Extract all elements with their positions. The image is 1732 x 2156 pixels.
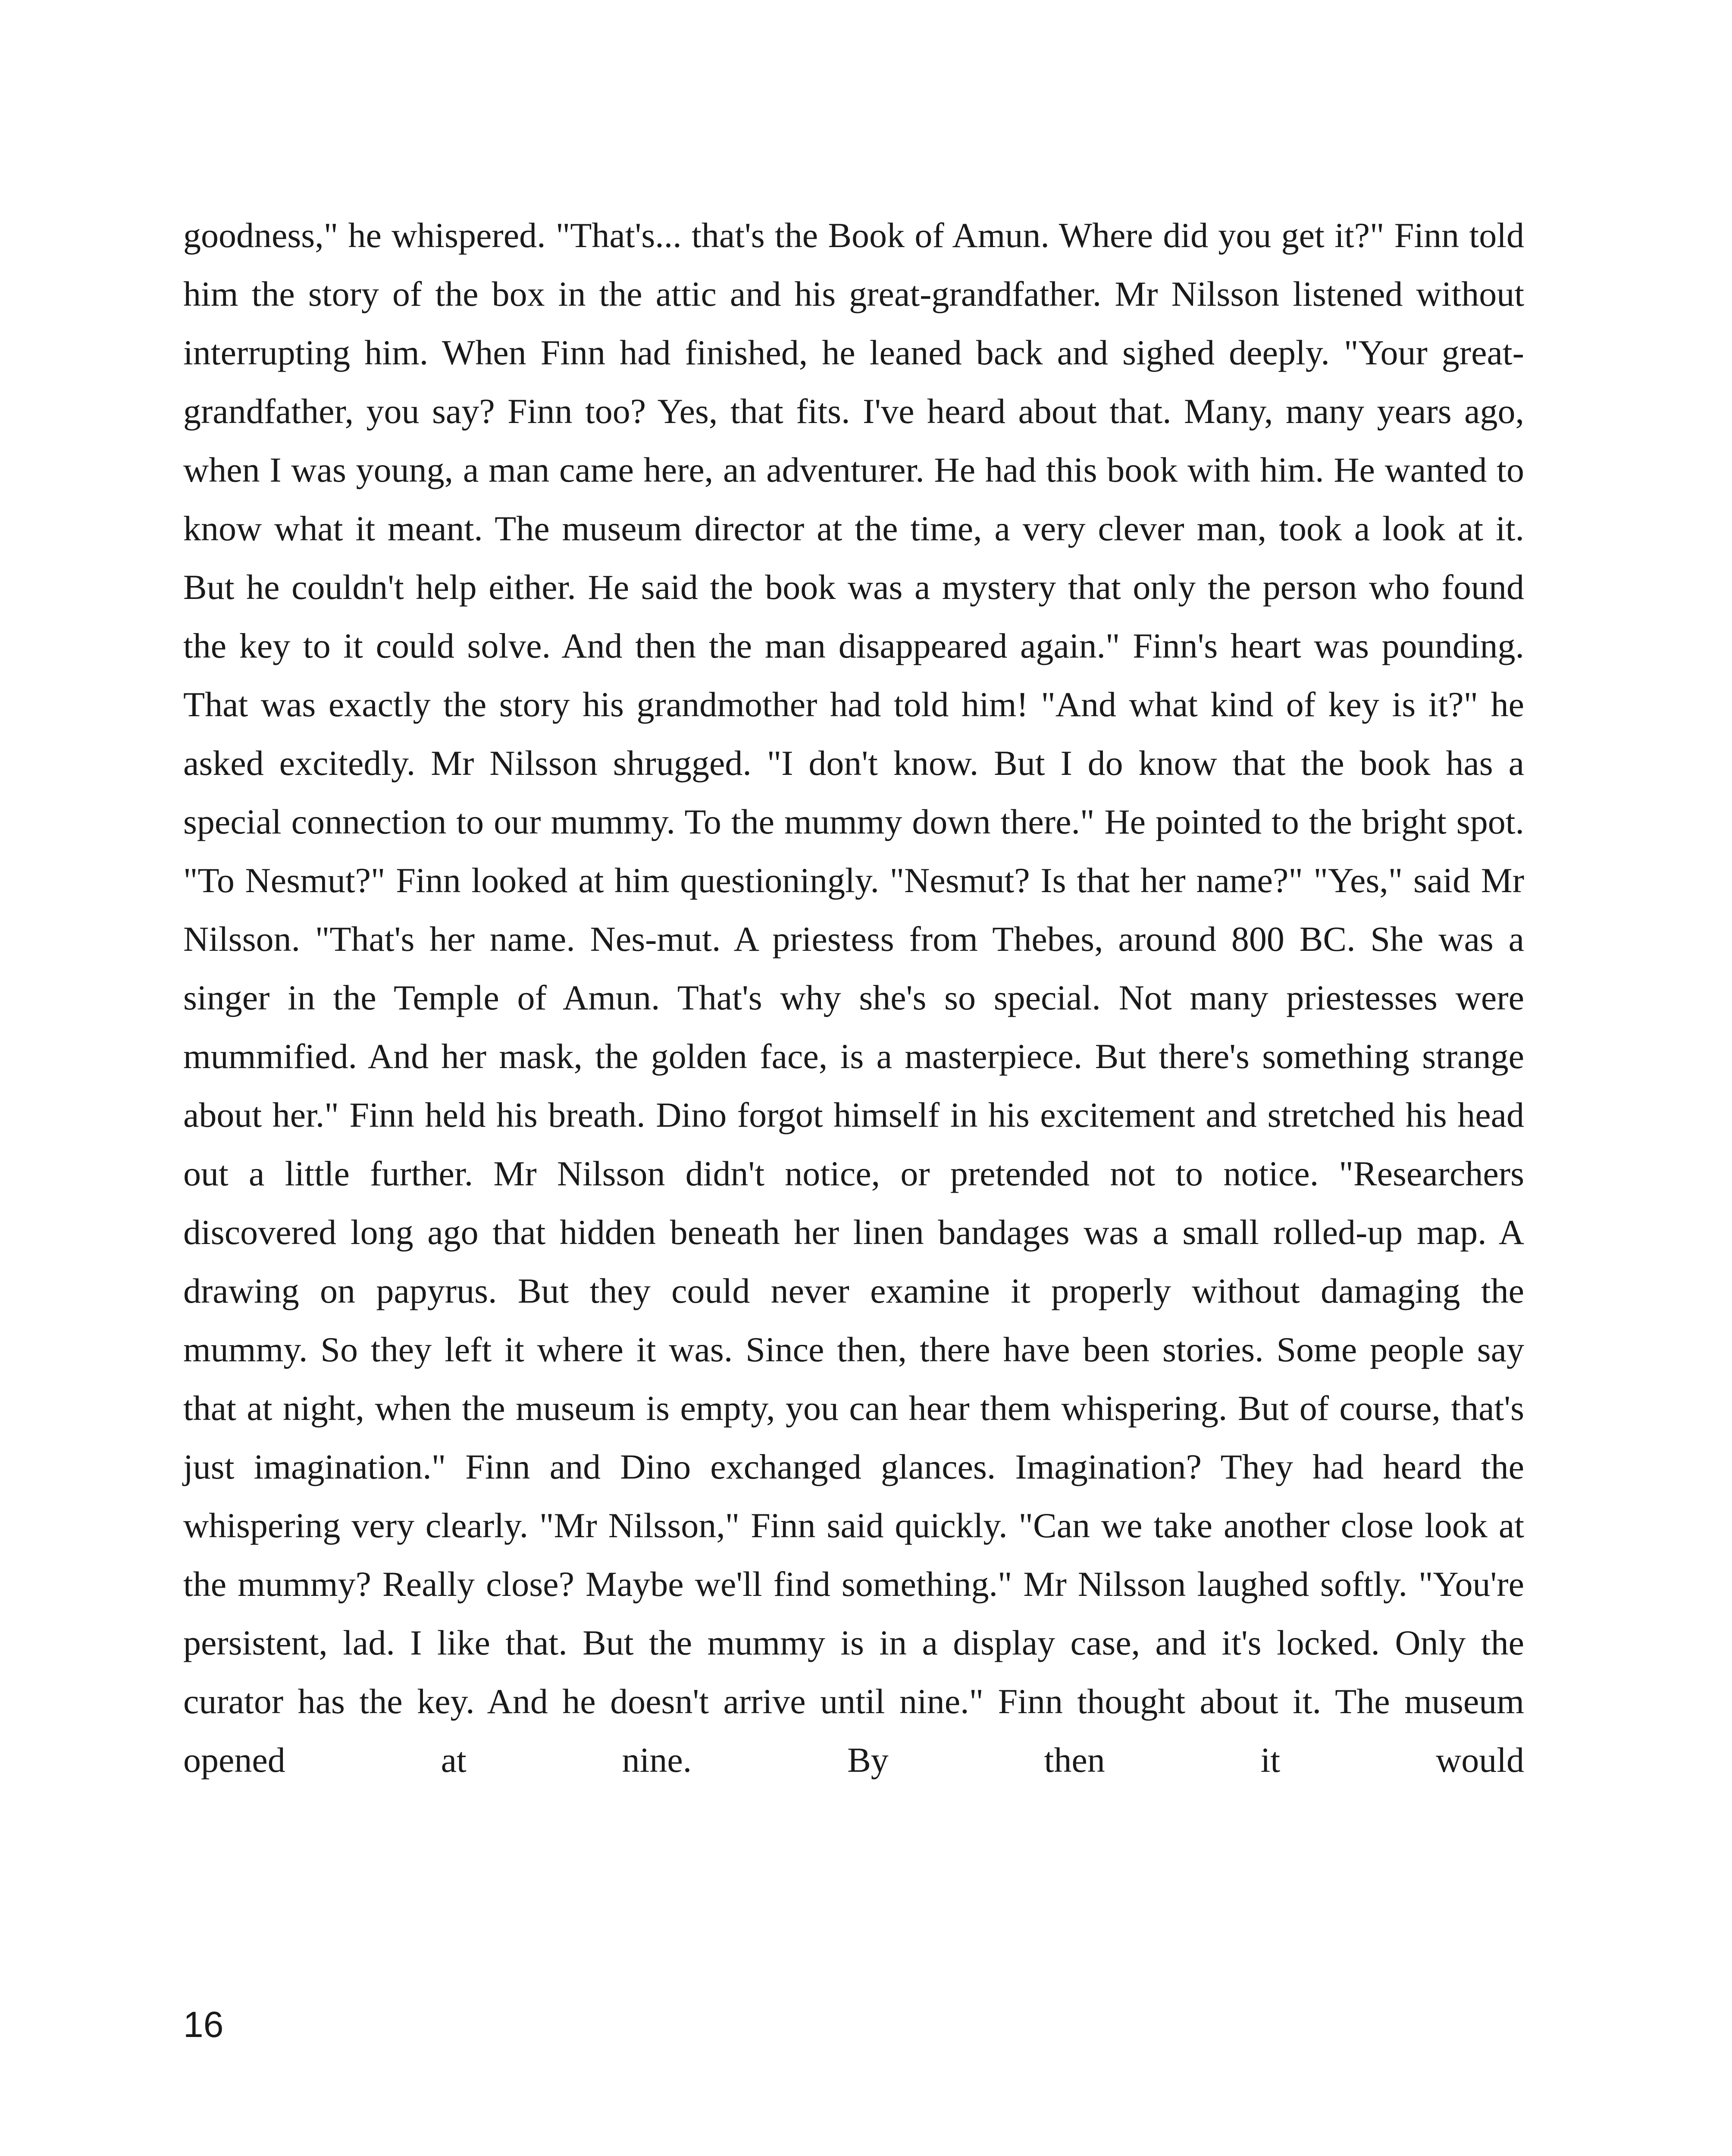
body-text: goodness," he whispered. "That's... that's the Book of Amun. Where did you get it?" Finn told him the story of the box in the attic and his great-grandfather. Mr Nilsson listened without interrupting him. When Finn had finished, he leaned back and sighed deeply. "Your great-grandfather, you say? Finn too? Yes, that fits. I've heard about that. Many, many years ago, when I was young, a man came here, an adventurer. He had this book with him. He wanted to know what it meant. The museum director at the time, a very clever man, took a look at it. But he couldn't help either. He said the book was a mystery that only the person who found the key to it could solve. And then the man disappeared again." Finn's heart was pounding. That was exactly the story his grandmother had told him! "And what kind of key is it?" he asked excitedly. Mr Nilsson shrugged. "I don't know. But I do know that the book has a special connection to our mummy. To the mummy down there." He pointed to the bright spot. "To Nesmut?" Finn looked at him questioningly. "Nesmut? Is that her name?" "Yes," said Mr Nilsson. "That's her name. Nes-mut. A priestess from Thebes, around 800 BC. She was a singer in the Temple of Amun. That's why she's so special. Not many priestesses were mummified. And her mask, the golden face, is a masterpiece. But there's something strange about her." Finn held his breath. Dino forgot himself in his excitement and stretched his head out a little further. Mr Nilsson didn't notice, or pretended not to notice. "Researchers discovered long ago that hidden beneath her linen bandages was a small rolled-up map. A drawing on papyrus. But they could never examine it properly without damaging the mummy. So they left it where it was. Since then, there have been stories. Some people say that at night, when the museum is empty, you can hear them whispering. But of course, that's just imagination." Finn and Dino exchanged glances. Imagination? They had heard the whispering very clearly. "Mr Nilsson," Finn said quickly. "Can we take another close look at the mummy? Really close? Maybe we'll find something." Mr Nilsson laughed softly. "You're persistent, lad. I like that. But the mummy is in a display case, and it's locked. Only the curator has the key. And he doesn't arrive until nine." Finn thought about it. The museum opened at nine. By then it would: [183, 216, 1524, 1780]
page-number: 16: [183, 2004, 224, 2045]
